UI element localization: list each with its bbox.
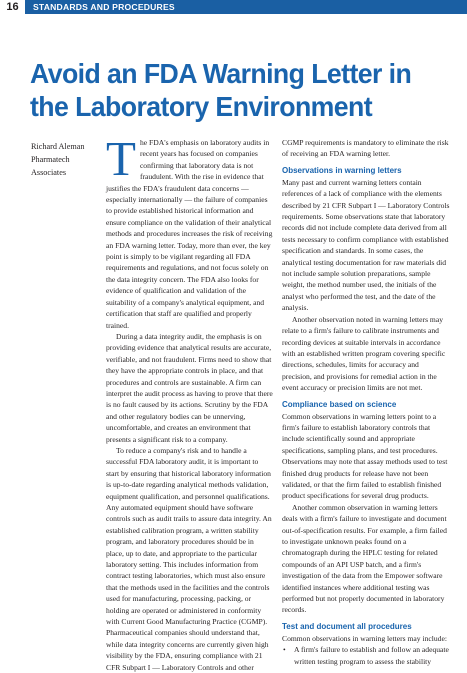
body-paragraph: Another observation noted in warning letters may relate to a firm's failure to calibrate instruments and recording devices at suitable intervals in accordance with an established written program covering specific directions, schedules, limits for accuracy and precision, and provisions for remedial action in the event accuracy or precision limits are not met. <box>282 314 446 393</box>
author-byline <box>31 140 101 179</box>
list-item: • A firm's failure to establish and follow an adequate written testing program to assess the stability <box>294 644 450 667</box>
body-paragraph: Many past and current warning letters contain references of a lack of compliance with the elements described by 21 CFR Subpart I — Laboratory Controls requirements. Some observations state that laboratory records did not include complete data derived from all tests necessary to confirm compliance with established specification and standards. In some cases, the analytical testing documentation for raw materials did not include sample solution preparations, sample weight, the method number used, the initials of the analyst who performed the test, and the date of the analysis. <box>282 177 450 313</box>
subheading-test-document: Test and document all procedures <box>282 621 412 631</box>
page-number: 16 <box>0 0 27 14</box>
body-paragraph: CGMP requirements is mandatory to eliminate the risk of receiving an FDA warning letter. <box>282 138 449 159</box>
body-column-1 <box>106 131 273 673</box>
subheading-observations: Observations in warning letters <box>282 165 402 175</box>
body-paragraph: Another common observation in warning letters deals with a firm's failure to investigate and document out-of-specification results. For example, a firm failed to investigate unknown peaks found on a chromatograph during the HPLC testing for related compounds of an API USP batch, and a firm's investigation of the data from the Empower software identified instances where additional testing was performed but not properly documented in laboratory records. <box>282 502 447 615</box>
intro-paragraph <box>106 131 273 331</box>
body-paragraph: Common observations in warning letters may include: <box>282 633 447 643</box>
author-affiliation-2: Associates <box>31 168 67 177</box>
body-paragraph: To reduce a company's risk and to handle a successful FDA laboratory audit, it is important to start by ensuring that historical laboratory information is up-to-date regarding analytical methods validation, equipment qualification, and personnel qualifications. Any automated equipment should have software controls such as audit trails to assure data integrity. An established calibration program, a written stability program, and laboratory procedures should be in place, up to date, and appropriate to the particular laboratory setting. This includes information from contract testing laboratories, which must also ensure that the methods used in the facilities and the controls used for manufacturing, processing, packing, or holding are operated or administered in conformity with Current Good Manufacturing Practice (CGMP). Pharmaceutical companies should understand that, while data integrity concerns are currently given high visibility by the FDA, ensuring compliance with 21 CFR Subpart I — Laboratory Controls and other <box>106 445 272 672</box>
body-paragraph: Common observations in warning letters point to a firm's failure to establish laboratory controls that include scientifically sound and appropriate specifications, sampling plans, and test procedures. Observations may note that assay methods used to test finished drug products for release have not been validated, or that the firm failed to establish finished product specifications for several drug products. <box>282 411 448 501</box>
section-label: STANDARDS AND PROCEDURES <box>33 2 175 12</box>
observation-list <box>282 644 450 667</box>
body-column-2 <box>282 137 450 667</box>
article-title: Avoid an FDA Warning Letter in the Laboratory Environment <box>30 58 412 122</box>
intro-paragraph-text: he FDA's emphasis on laboratory audits in recent years has focused on companies confirming that laboratory data is not fraudulent. With the rise in evidence that justifies the FDA's fraudulent data concerns — especially internationally — the failure of companies to provide established historical information and ensure compliance on the validation of their analytical methods and procedures increases the risk of receiving an FDA warning letter. Today, more than ever, the key point is simply to be vigilant regarding all FDA requirements and regulations, and not focus solely on the data integrity concern. The FDA also looks for evidence of qualification and validation of the suitability of a company's analytical equipment, and certification that staff are qualified and properly trained. <box>106 138 273 330</box>
body-paragraph: During a data integrity audit, the emphasis is on providing evidence that analytical results are accurate, verifiable, and not fraudulent. Firms need to show that they have the appropriate controls in place, and that procedures and controls are sustainable. A firm can interpret the audit process as having to prove that there is no fault caused by its actions. Scrutiny by the FDA and other regulatory bodies can be unnerving, uncomfortable, and creates an environment that presents a significant risk to a company. <box>106 331 273 444</box>
subheading-compliance: Compliance based on science <box>282 399 397 409</box>
author-affiliation: Pharmatech <box>31 155 70 164</box>
author-name: Richard Aleman <box>31 142 85 151</box>
drop-cap: T <box>106 131 136 186</box>
